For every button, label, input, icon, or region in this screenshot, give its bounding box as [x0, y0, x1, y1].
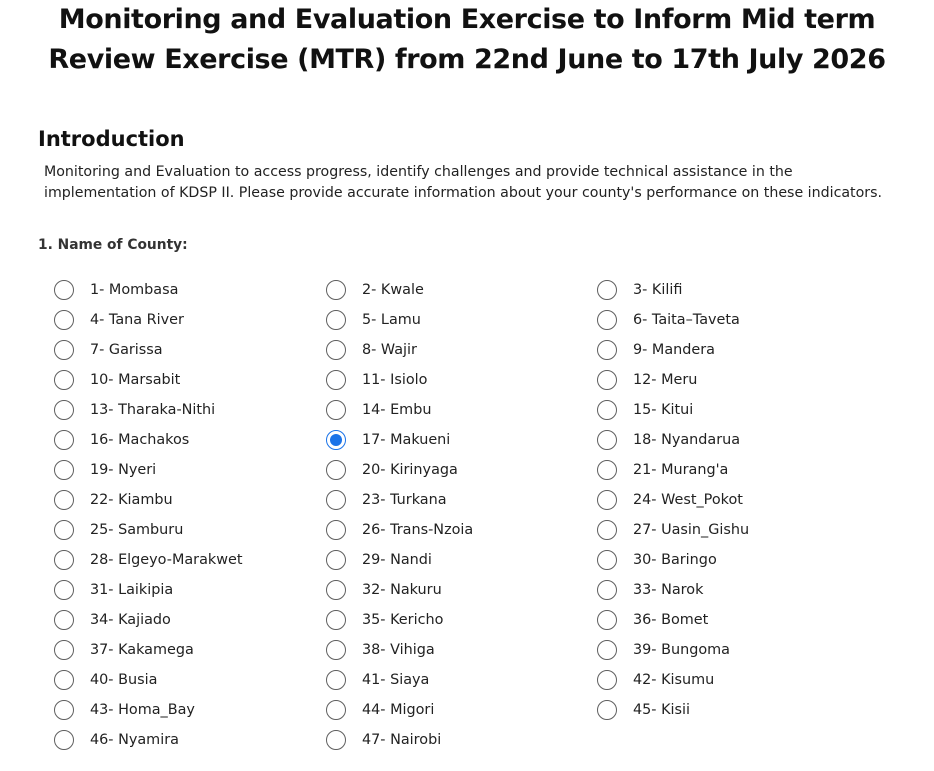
county-option[interactable] [326, 665, 597, 695]
county-option-label: 4- Tana River [90, 312, 184, 328]
county-option[interactable] [326, 305, 597, 335]
county-option-label: 1- Mombasa [90, 282, 179, 298]
county-option-label: 43- Homa_Bay [90, 702, 195, 718]
county-option-label: 33- Narok [633, 582, 704, 598]
radio-button[interactable] [326, 700, 346, 720]
radio-button[interactable] [597, 310, 617, 330]
county-option[interactable] [326, 485, 597, 515]
radio-button[interactable] [54, 580, 74, 600]
county-option[interactable] [597, 515, 868, 545]
county-option-label: 34- Kajiado [90, 612, 171, 628]
section-heading: Introduction [38, 127, 185, 151]
county-option-label: 5- Lamu [362, 312, 421, 328]
radio-button[interactable] [54, 700, 74, 720]
county-option[interactable] [54, 425, 326, 455]
radio-button[interactable] [597, 370, 617, 390]
county-option-label: 41- Siaya [362, 672, 430, 688]
county-option[interactable] [54, 545, 326, 575]
radio-button[interactable] [597, 670, 617, 690]
radio-button[interactable] [326, 490, 346, 510]
county-option-label: 39- Bungoma [633, 642, 730, 658]
form-title [0, 0, 934, 80]
radio-button[interactable] [597, 640, 617, 660]
form-title-line-2: Review Exercise (MTR) from 22nd June to 17th July 2026 [48, 44, 886, 75]
radio-button[interactable] [597, 430, 617, 450]
radio-button[interactable] [326, 370, 346, 390]
county-option[interactable] [54, 395, 326, 425]
county-option-label: 20- Kirinyaga [362, 462, 458, 478]
county-option-label: 15- Kitui [633, 402, 694, 418]
county-option[interactable] [597, 665, 868, 695]
county-option-label: 45- Kisii [633, 702, 691, 718]
radio-button[interactable] [326, 610, 346, 630]
radio-button[interactable] [326, 400, 346, 420]
county-option-label: 40- Busia [90, 672, 158, 688]
radio-button[interactable] [597, 460, 617, 480]
county-option-label: 31- Laikipia [90, 582, 174, 598]
county-option-label: 21- Murang'a [633, 462, 729, 478]
county-option-label: 27- Uasin_Gishu [633, 522, 750, 538]
radio-button[interactable] [54, 460, 74, 480]
county-option[interactable] [54, 275, 326, 305]
county-option-label: 36- Bomet [633, 612, 709, 628]
county-option[interactable] [54, 365, 326, 395]
county-option[interactable] [326, 365, 597, 395]
radio-button[interactable] [597, 280, 617, 300]
county-option[interactable] [54, 305, 326, 335]
county-option[interactable] [597, 275, 868, 305]
county-option[interactable] [326, 335, 597, 365]
county-option[interactable] [597, 305, 868, 335]
radio-button[interactable] [597, 520, 617, 540]
county-radio-group [54, 275, 894, 755]
county-option[interactable] [54, 485, 326, 515]
county-option-label: 35- Kericho [362, 612, 444, 628]
form-title-line-1: Monitoring and Evaluation Exercise to Inform Mid term [58, 4, 876, 35]
county-option-label: 6- Taita–Taveta [633, 312, 740, 328]
county-option-label: 8- Wajir [362, 342, 417, 358]
county-option[interactable] [597, 605, 868, 635]
radio-button[interactable] [597, 490, 617, 510]
radio-button[interactable] [597, 580, 617, 600]
county-option-label: 2- Kwale [362, 282, 424, 298]
radio-button[interactable] [326, 550, 346, 570]
county-option[interactable] [54, 695, 326, 725]
county-option[interactable] [326, 635, 597, 665]
county-option-label: 47- Nairobi [362, 732, 442, 748]
radio-button[interactable] [54, 670, 74, 690]
county-option[interactable] [54, 665, 326, 695]
county-option[interactable] [326, 605, 597, 635]
county-option-label: 12- Meru [633, 372, 698, 388]
radio-button[interactable] [326, 280, 346, 300]
radio-button[interactable] [326, 460, 346, 480]
county-option-label: 37- Kakamega [90, 642, 194, 658]
county-option[interactable] [54, 515, 326, 545]
county-option-label: 23- Turkana [362, 492, 447, 508]
radio-button[interactable] [54, 280, 74, 300]
county-option[interactable] [326, 395, 597, 425]
county-option[interactable] [326, 575, 597, 605]
county-option[interactable] [326, 725, 597, 755]
county-option[interactable] [597, 425, 868, 455]
radio-button[interactable] [597, 340, 617, 360]
radio-button[interactable] [597, 400, 617, 420]
county-option-label: 29- Nandi [362, 552, 432, 568]
radio-button[interactable] [54, 400, 74, 420]
county-option-label: 46- Nyamira [90, 732, 179, 748]
county-option[interactable] [597, 365, 868, 395]
county-option[interactable] [326, 455, 597, 485]
county-option-label: 7- Garissa [90, 342, 163, 358]
radio-button[interactable] [326, 730, 346, 750]
radio-button[interactable] [54, 640, 74, 660]
county-option-label: 10- Marsabit [90, 372, 181, 388]
county-option-label: 25- Samburu [90, 522, 184, 538]
county-option-label: 18- Nyandarua [633, 432, 741, 448]
radio-button[interactable] [54, 340, 74, 360]
county-option[interactable] [597, 545, 868, 575]
county-option[interactable] [326, 695, 597, 725]
intro-text: Monitoring and Evaluation to access progress, identify challenges and provide technical assistance in the implementation of KDSP II. Please provide accurate information about your county's performance on these indicators. [44, 164, 883, 201]
county-option-label: 22- Kiambu [90, 492, 173, 508]
county-option[interactable] [597, 695, 868, 725]
radio-button[interactable] [54, 430, 74, 450]
county-option-label: 9- Mandera [633, 342, 716, 358]
county-option[interactable] [326, 545, 597, 575]
county-option-label: 19- Nyeri [90, 462, 157, 478]
radio-button[interactable] [326, 580, 346, 600]
county-option-label: 32- Nakuru [362, 582, 442, 598]
county-option[interactable] [597, 395, 868, 425]
radio-button[interactable] [54, 550, 74, 570]
radio-button[interactable] [326, 640, 346, 660]
radio-button[interactable] [54, 520, 74, 540]
county-option-label: 44- Migori [362, 702, 435, 718]
county-option[interactable] [326, 515, 597, 545]
county-option[interactable] [54, 635, 326, 665]
county-option-label: 17- Makueni [362, 432, 451, 448]
county-option[interactable] [597, 575, 868, 605]
county-option[interactable] [54, 455, 326, 485]
radio-button[interactable] [326, 520, 346, 540]
county-option-label: 13- Tharaka-Nithi [90, 402, 216, 418]
county-option-label: 16- Machakos [90, 432, 190, 448]
radio-button[interactable] [326, 430, 346, 450]
radio-button[interactable] [326, 670, 346, 690]
county-option-label: 11- Isiolo [362, 372, 428, 388]
county-option[interactable] [54, 605, 326, 635]
county-option-label: 28- Elgeyo-Marakwet [90, 552, 243, 568]
county-option[interactable] [326, 275, 597, 305]
county-option[interactable] [597, 485, 868, 515]
radio-button[interactable] [597, 610, 617, 630]
county-option-label: 42- Kisumu [633, 672, 715, 688]
radio-button[interactable] [326, 310, 346, 330]
radio-button[interactable] [54, 310, 74, 330]
county-option-label: 24- West_Pokot [633, 492, 743, 508]
county-option-label: 14- Embu [362, 402, 432, 418]
county-option[interactable] [54, 725, 326, 755]
county-option-label: 30- Baringo [633, 552, 717, 568]
radio-button[interactable] [54, 490, 74, 510]
question-label: 1. Name of County: [38, 237, 188, 253]
radio-button[interactable] [54, 730, 74, 750]
county-option-label: 26- Trans-Nzoia [362, 522, 474, 538]
county-option[interactable] [326, 425, 597, 455]
county-option-label: 3- Kilifi [633, 282, 683, 298]
radio-button[interactable] [597, 700, 617, 720]
radio-button[interactable] [326, 340, 346, 360]
county-option[interactable] [54, 335, 326, 365]
county-option[interactable] [597, 335, 868, 365]
county-option-label: 38- Vihiga [362, 642, 435, 658]
radio-button[interactable] [54, 610, 74, 630]
radio-button[interactable] [54, 370, 74, 390]
county-option[interactable] [597, 455, 868, 485]
county-option[interactable] [54, 575, 326, 605]
county-option[interactable] [597, 635, 868, 665]
radio-button[interactable] [597, 550, 617, 570]
